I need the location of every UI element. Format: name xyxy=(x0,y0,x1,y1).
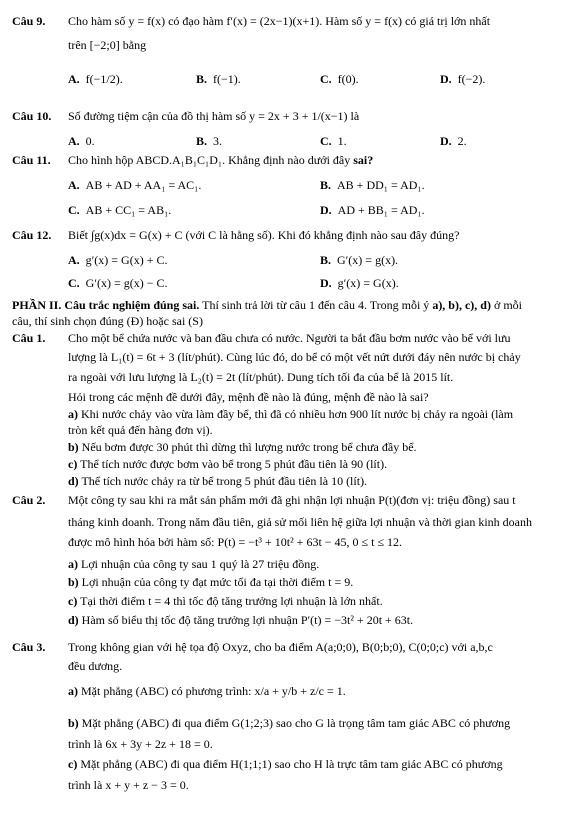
q9-option-d-key: D. xyxy=(440,72,452,86)
q11-option-c[interactable] xyxy=(68,203,171,218)
q11-option-d-key: D. xyxy=(320,203,332,217)
p1-b-text: Nếu bơm được 30 phút thì dừng thì lượng nước trong bể chưa đầy bể. xyxy=(78,440,417,454)
q11-option-a[interactable] xyxy=(68,178,201,193)
q11-option-d-text: AD + BB₁ = AD₁. xyxy=(337,203,425,217)
part2-intro-end: ở mỗi xyxy=(490,298,522,312)
p2-line-1: Một công ty sau khi ra mắt sản phẩm mới đã ghi nhận lợi nhuận P(t)(đơn vị: triệu đồng) sau t xyxy=(68,493,516,507)
p3-statement-b[interactable] xyxy=(68,716,510,731)
part2-intro: Thí sinh trả lời từ câu 1 đến câu 4. Trong mỗi ý xyxy=(199,298,433,312)
q11-option-c-key: C. xyxy=(68,203,80,217)
p2-d-text: Hàm số biểu thị tốc độ tăng trưởng lợi nhuận P′(t) = −3t² + 20t + 63t. xyxy=(78,613,414,627)
p1-line-4: Hỏi trong các mệnh đề dưới đây, mệnh đề nào là đúng, mệnh đề nào là sai? xyxy=(68,390,429,404)
q12-stem: Biết ∫g(x)dx = G(x) + C (với C là hằng số). Khi đó khẳng định nào sau đây đúng? xyxy=(68,228,460,242)
q12-option-c-key: C. xyxy=(68,276,80,290)
p1-statement-d[interactable] xyxy=(68,474,367,489)
p2-line-2: tháng kinh doanh. Trong năm đầu tiên, giả sử mối liên hệ giữa lợi nhuận và thời gian kinh doanh xyxy=(68,515,532,529)
q10-option-c[interactable] xyxy=(320,134,347,149)
part2-intro-options: a), b), c), d) xyxy=(432,298,491,312)
q10-option-b-text: 3. xyxy=(213,134,223,148)
q11-number: Câu 11. xyxy=(12,153,51,167)
q11-option-b-key: B. xyxy=(320,178,332,192)
p1-d-text: Thể tích nước chảy ra từ bể trong 5 phút đầu tiên là 10 (lít). xyxy=(78,474,368,488)
p3-a-text: Mặt phẳng (ABC) có phương trình: x/a + y/b + z/c = 1. xyxy=(78,684,346,698)
q11-stem xyxy=(68,153,373,168)
q9-option-c-text: f(0). xyxy=(337,72,359,86)
p1-a-text: Khi nước chảy vào vừa làm đầy bể, thì đã có nhiều hơn 900 lít nước bị chảy ra ngoài (làm xyxy=(78,407,514,421)
p3-statement-c[interactable] xyxy=(68,757,503,772)
q9-number: Câu 9. xyxy=(12,14,46,28)
q10-option-c-text: 1. xyxy=(337,134,347,148)
p1-statement-a[interactable] xyxy=(68,407,513,422)
q12-option-d-text: g′(x) = G(x). xyxy=(337,276,399,290)
p2-b-key: b) xyxy=(68,575,79,589)
q9-option-d-text: f(−2). xyxy=(457,72,486,86)
p3-c-key: c) xyxy=(68,757,78,771)
q12-option-d[interactable] xyxy=(320,276,399,291)
p1-c-key: c) xyxy=(68,457,78,471)
p2-statement-b[interactable] xyxy=(68,575,353,590)
p1-number: Câu 1. xyxy=(12,331,46,345)
p3-c-text: Mặt phẳng (ABC) đi qua điểm H(1;1;1) sao cho H là trực tâm tam giác ABC có phương xyxy=(77,757,503,771)
p3-line-1: Trong không gian với hệ tọa độ Oxyz, cho ba điểm A(a;0;0), B(0;b;0), C(0;0;c) với a,b,c xyxy=(68,640,493,654)
q9-option-d[interactable] xyxy=(440,72,485,87)
p2-number: Câu 2. xyxy=(12,493,46,507)
p3-b-text: Mặt phẳng (ABC) đi qua điểm G(1;2;3) sao cho G là trọng tâm tam giác ABC có phương xyxy=(78,716,511,730)
p3-statement-c-cont: trình là x + y + z − 3 = 0. xyxy=(68,778,189,792)
p2-statement-c[interactable] xyxy=(68,594,383,609)
q12-number: Câu 12. xyxy=(12,228,52,242)
p2-line-3: được mô hình hóa bởi hàm số: P(t) = −t³ + 10t² + 63t − 45, 0 ≤ t ≤ 12. xyxy=(68,535,403,549)
q9-option-b-text: f(−1). xyxy=(213,72,241,86)
q12-option-b[interactable] xyxy=(320,253,398,268)
q10-option-a-key: A. xyxy=(68,134,80,148)
q11-option-b[interactable] xyxy=(320,178,425,193)
q12-option-b-text: G′(x) = g(x). xyxy=(337,253,399,267)
p3-a-key: a) xyxy=(68,684,78,698)
p2-b-text: Lợi nhuận của công ty đạt mức tối đa tại thời điểm t = 9. xyxy=(78,575,354,589)
p1-line-1: Cho một bể chứa nước và ban đầu chưa có nước. Người ta bắt đầu bơm nước vào bể với lưu xyxy=(68,331,511,345)
p2-a-text: Lợi nhuận của công ty sau 1 quý là 27 triệu đồng. xyxy=(78,557,320,571)
p1-statement-c[interactable] xyxy=(68,457,387,472)
q12-option-b-key: B. xyxy=(320,253,332,267)
p2-c-text: Tại thời điểm t = 4 thì tốc độ tăng trưởng lợi nhuận là lớn nhất. xyxy=(77,594,383,608)
q10-number: Câu 10. xyxy=(12,109,52,123)
p1-statement-b[interactable] xyxy=(68,440,417,455)
q10-option-d-text: 2. xyxy=(457,134,467,148)
q9-stem-line-1: Cho hàm số y = f(x) có đạo hàm f′(x) = (2x−1)(x+1). Hàm số y = f(x) có giá trị lớn nhất xyxy=(68,14,491,28)
q11-stem-emphasis: sai? xyxy=(353,153,374,167)
q12-option-a-text: g′(x) = G(x) + C. xyxy=(85,253,168,267)
q9-option-c-key: C. xyxy=(320,72,332,86)
p3-line-2: đều dương. xyxy=(68,659,123,673)
q10-option-c-key: C. xyxy=(320,134,332,148)
q11-option-d[interactable] xyxy=(320,203,425,218)
q10-stem: Số đường tiệm cận của đồ thị hàm số y = 2x + 3 + 1/(x−1) là xyxy=(68,109,360,123)
q10-option-d-key: D. xyxy=(440,134,452,148)
q11-option-b-text: AB + DD₁ = AD₁. xyxy=(337,178,425,192)
q10-option-b[interactable] xyxy=(196,134,222,149)
p1-c-text: Thể tích nước được bơm vào bể trong 5 phút đầu tiên là 90 (lít). xyxy=(77,457,388,471)
p2-d-key: d) xyxy=(68,613,79,627)
q11-option-a-key: A. xyxy=(68,178,80,192)
p1-statement-a-cont: tròn kết quả đến hàng đơn vị). xyxy=(68,423,213,437)
q9-option-a-text: f(−1/2). xyxy=(85,72,123,86)
q11-stem-text: Cho hình hộp ABCD.A₁B₁C₁D₁. Khẳng định nào dưới đây xyxy=(68,153,354,167)
p1-line-2: lượng là L₁(t) = 6t + 3 (lít/phút). Cùng lúc đó, do bể có một vết nứt dưới đáy nên nước bị chảy xyxy=(68,350,521,364)
q12-option-c[interactable] xyxy=(68,276,168,291)
q10-option-b-key: B. xyxy=(196,134,208,148)
p3-statement-a[interactable] xyxy=(68,684,346,699)
q9-option-a-key: A. xyxy=(68,72,80,86)
part2-heading xyxy=(12,298,522,313)
q10-option-d[interactable] xyxy=(440,134,467,149)
p3-b-key: b) xyxy=(68,716,79,730)
part2-title: PHẦN II. Câu trắc nghiệm đúng sai. xyxy=(12,298,200,312)
q10-option-a[interactable] xyxy=(68,134,95,149)
q12-option-a[interactable] xyxy=(68,253,168,268)
q11-option-a-text: AB + AD + AA₁ = AC₁. xyxy=(85,178,202,192)
p2-statement-a[interactable] xyxy=(68,557,319,572)
p3-statement-b-cont: trình là 6x + 3y + 2z + 18 = 0. xyxy=(68,737,213,751)
p3-number: Câu 3. xyxy=(12,640,46,654)
q9-option-a[interactable] xyxy=(68,72,123,87)
p2-c-key: c) xyxy=(68,594,78,608)
q12-option-c-text: G′(x) = g(x) − C. xyxy=(85,276,168,290)
p1-d-key: d) xyxy=(68,474,79,488)
p1-a-key: a) xyxy=(68,407,78,421)
q12-option-a-key: A. xyxy=(68,253,80,267)
p1-b-key: b) xyxy=(68,440,79,454)
p1-line-3: ra ngoài với lưu lượng là L₂(t) = 2t (lít/phút). Dung tích tối đa của bể là 2015 lít. xyxy=(68,370,454,384)
q9-option-b-key: B. xyxy=(196,72,208,86)
q9-option-b[interactable] xyxy=(196,72,241,87)
q10-option-a-text: 0. xyxy=(85,134,95,148)
part2-intro-line-2: câu, thí sinh chọn đúng (Đ) hoặc sai (S) xyxy=(12,314,203,328)
q12-option-d-key: D. xyxy=(320,276,332,290)
q9-option-c[interactable] xyxy=(320,72,359,87)
p2-statement-d[interactable] xyxy=(68,613,413,628)
p2-a-key: a) xyxy=(68,557,78,571)
q9-stem-line-2: trên [−2;0] bằng xyxy=(68,38,147,52)
q11-option-c-text: AB + CC₁ = AB₁. xyxy=(85,203,172,217)
